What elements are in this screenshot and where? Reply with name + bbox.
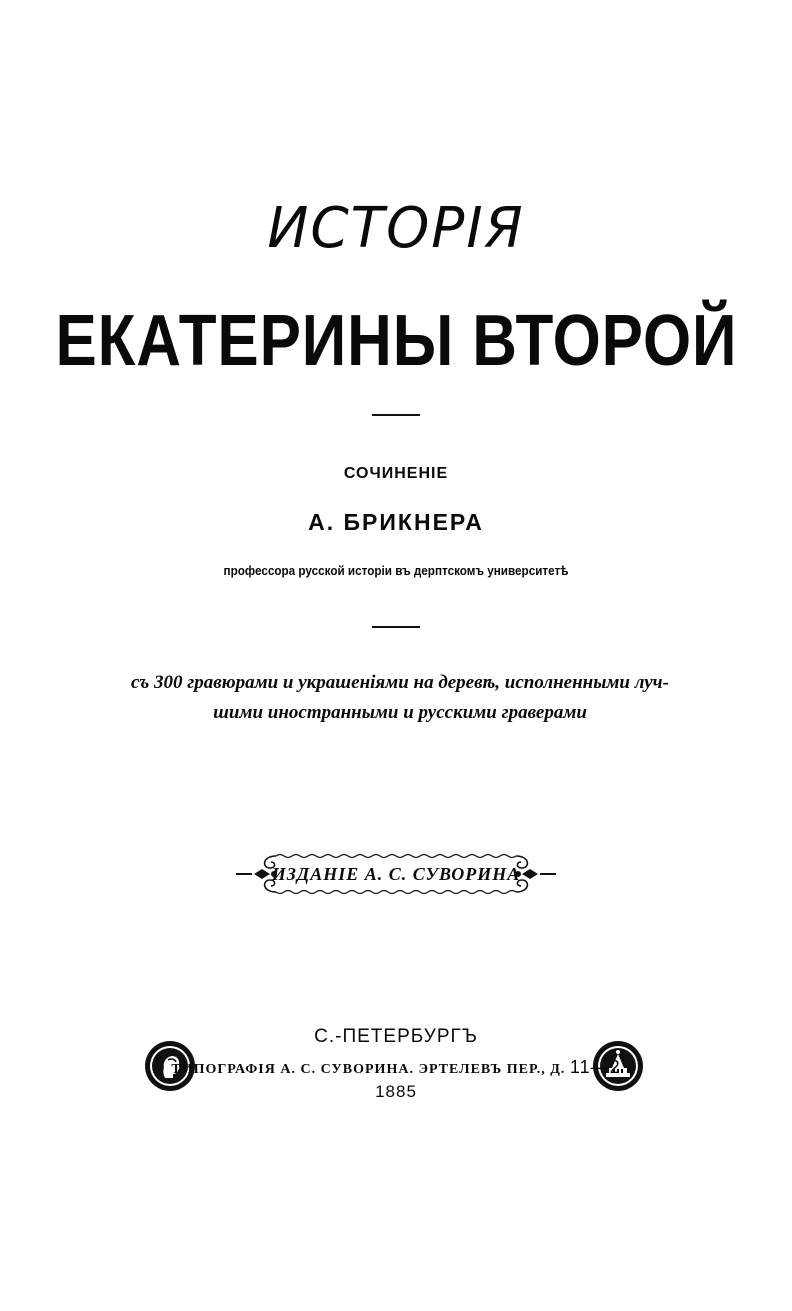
publisher-cartouche (236, 848, 556, 900)
imprint-printer (0, 1057, 792, 1078)
imprint-year: 1885 (375, 1082, 417, 1101)
author-name: А. БРИКНЕРА (308, 509, 484, 535)
divider-rule (372, 626, 420, 628)
subtitle: СОЧИНЕНІЕ (343, 465, 449, 482)
imprint-city: С.-ПЕТЕРБУРГЪ (314, 1026, 478, 1047)
imprint-address-number: 11—2 (569, 1057, 621, 1077)
title-line-2: ЕКАТЕРИНЫ ВТОРОЙ (55, 301, 738, 381)
engravings-line-2: шими иностранными и русскими граверами (213, 702, 587, 723)
title-line-1: ИСТОРІЯ (267, 196, 525, 261)
divider-rule (372, 414, 420, 416)
author-description: профессора русской исторіи въ дерптскомъ университетѣ (223, 563, 569, 578)
imprint-printer-name: ТИПОГРАФІЯ А. С. СУВОРИНА. ЭРТЕЛЕВЪ ПЕР., Д. (171, 1062, 566, 1077)
publisher-name: ИЗДАНІЕ А. С. СУВОРИНА (271, 864, 521, 884)
engravings-line-1: съ 300 гравюрами и украшеніями на деревѣ, исполненными луч- (131, 672, 669, 693)
